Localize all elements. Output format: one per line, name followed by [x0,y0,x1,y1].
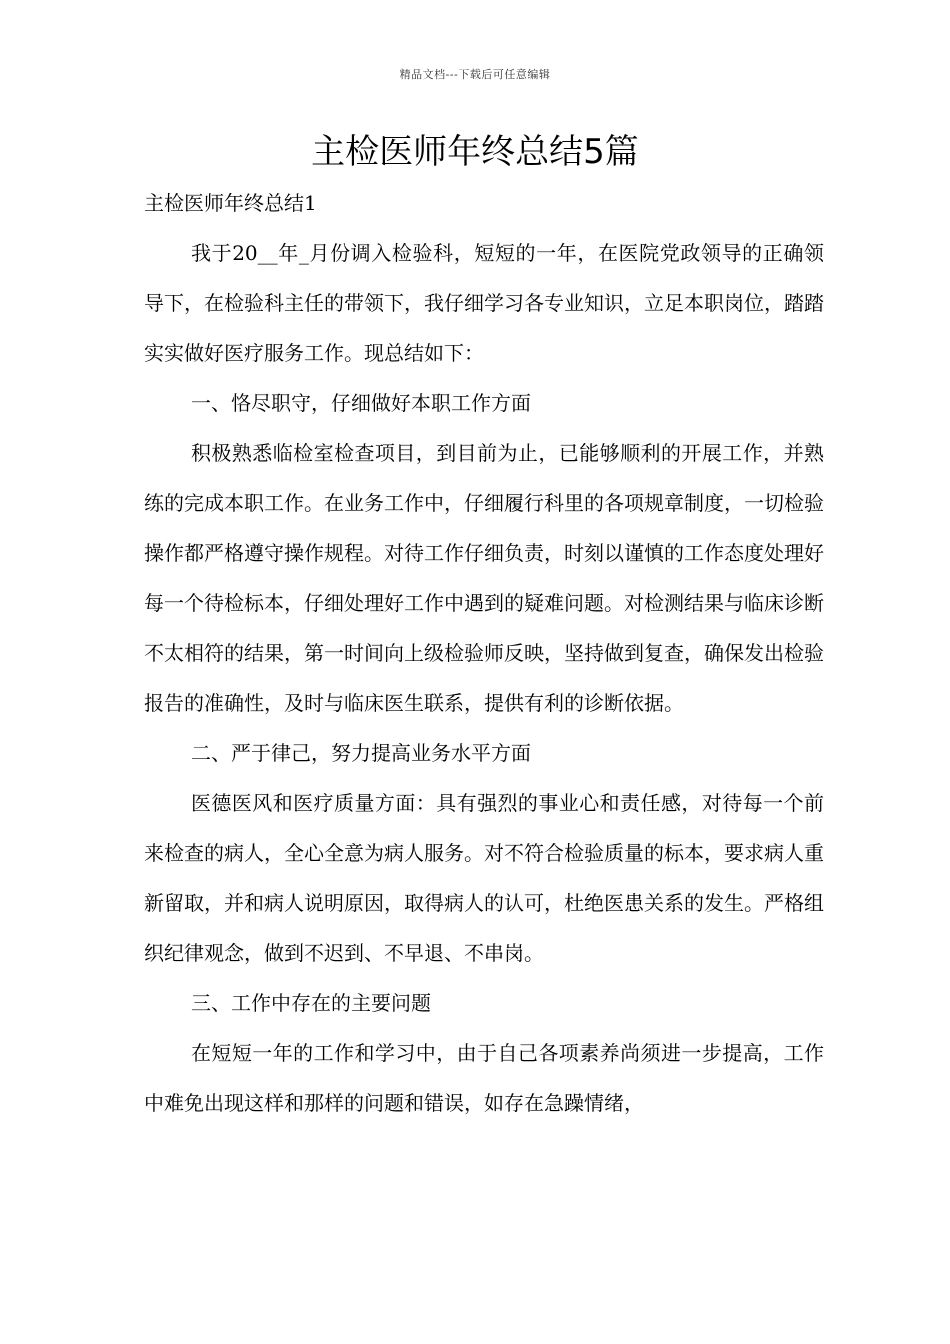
document-title: 主检医师年终总结5篇 [311,132,639,172]
section-label: 主检医师年终总结1 [144,191,317,215]
paragraph-intro: 我于20__年_月份调入检验科，短短的一年，在医院党政领导的正确领导下，在检验科主任的带领下，我仔细学习各专业知识，立足本职岗位，踏踏实实做好医疗服务工作。现总结如下： [144,241,824,365]
header-note: 精品文档---下载后可任意编辑 [399,68,551,81]
paragraph-section-3: 在短短一年的工作和学习中，由于自己各项素养尚须进一步提高，工作中难免出现这样和那样的问题和错误，如存在急躁情绪， [144,1041,824,1115]
heading-section-1: 一、恪尽职守，仔细做好本职工作方面 [191,391,531,415]
heading-section-3: 三、工作中存在的主要问题 [191,991,431,1015]
heading-section-2: 二、严于律己，努力提高业务水平方面 [191,741,531,765]
document-body [144,178,824,1128]
paragraph-section-2: 医德医风和医疗质量方面：具有强烈的事业心和责任感，对待每一个前来检查的病人，全心全意为病人服务。对不符合检验质量的标本，要求病人重新留取，并和病人说明原因，取得病人的认可，杜绝医患关系的发生。严格组织纪律观念，做到不迟到、不早退、不串岗。 [144,791,824,965]
paragraph-section-1: 积极熟悉临检室检查项目，到目前为止，已能够顺利的开展工作，并熟练的完成本职工作。在业务工作中，仔细履行科里的各项规章制度，一切检验操作都严格遵守操作规程。对待工作仔细负责，时刻以谨慎的工作态度处理好每一个待检标本，仔细处理好工作中遇到的疑难问题。对检测结果与临床诊断不太相符的结果，第一时间向上级检验师反映，坚持做到复查，确保发出检验报告的准确性，及时与临床医生联系，提供有利的诊断依据。 [144,441,824,715]
